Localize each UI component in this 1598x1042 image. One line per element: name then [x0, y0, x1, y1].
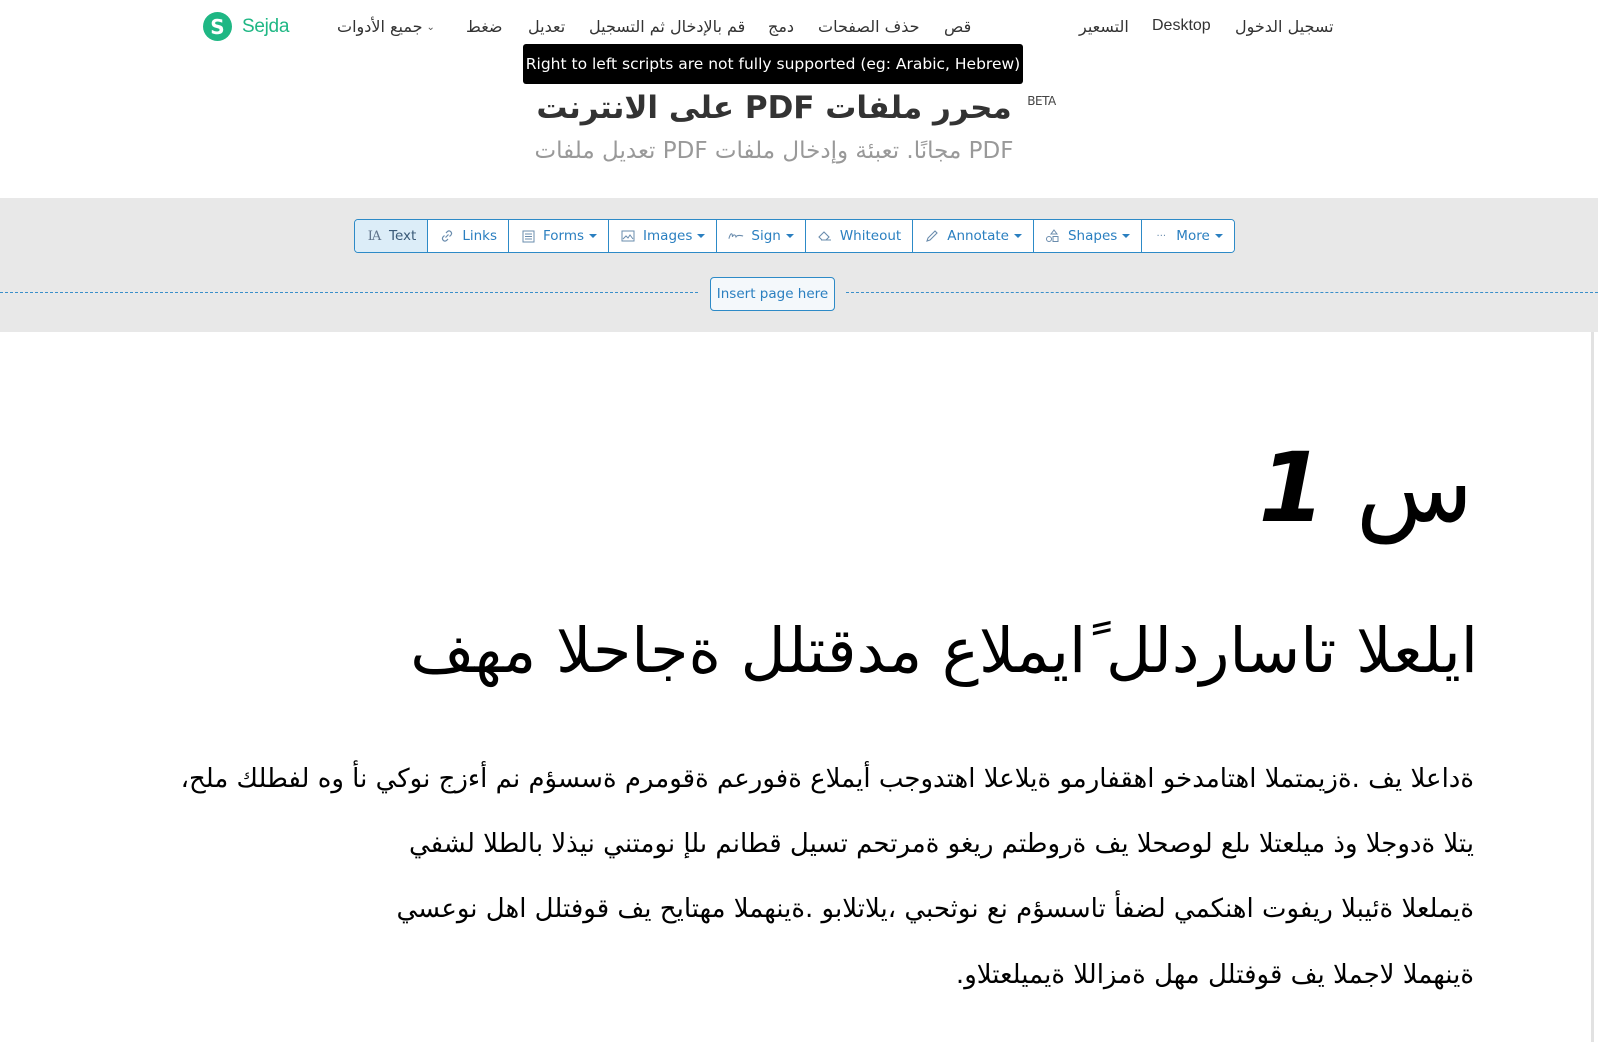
nav-all-tools-label: جميع الأدوات: [337, 17, 423, 36]
pdf-page-1[interactable]: [0, 332, 1594, 1042]
nav-desktop[interactable]: Desktop: [1152, 17, 1211, 34]
caret-down-icon: [1014, 234, 1022, 238]
toolbar-text-label: Text: [389, 228, 417, 244]
nav-edit[interactable]: تعديل: [528, 17, 566, 36]
toolbar-whiteout-label: Whiteout: [839, 228, 902, 244]
ellipsis-icon: ···: [1156, 230, 1167, 242]
nav-crop[interactable]: قص: [944, 17, 972, 36]
signature-icon: [728, 231, 744, 241]
chevron-down-icon: ⌄: [426, 22, 435, 33]
pen-icon: [924, 229, 940, 243]
toolbar-whiteout-button[interactable]: [806, 220, 913, 252]
paragraph-line[interactable]: ،ةداعلا يف .ةزيمتملا اهتامدخو اهقفارمو ةيلاعلا اهتدوجب أيملاع ةفورعم ةقومرم ةسسؤم نم أءزج نوكي نأ وه لفطلك ملح: [180, 764, 1474, 794]
eraser-icon: [817, 230, 833, 242]
text-cursor-icon: IA: [367, 228, 381, 244]
insert-page-here-button[interactable]: Insert page here: [710, 277, 835, 311]
document-heading-1[interactable]: [1259, 432, 1474, 544]
toolbar-images-button[interactable]: [609, 220, 717, 252]
nav-fill-and-sign[interactable]: قم بالإدخال ثم التسجيل: [589, 17, 746, 36]
nav-compress[interactable]: ضغط: [466, 17, 503, 36]
toolbar-annotate-label: Annotate: [947, 228, 1009, 244]
page-subtitle: PDF مجانًا. تعبئة وإدخال ملفات PDF تعديل ملفات: [534, 138, 1014, 164]
caret-down-icon: [1122, 234, 1130, 238]
nav-all-tools-dropdown[interactable]: [337, 17, 435, 36]
toolbar-text-button[interactable]: [355, 220, 428, 252]
document-heading-2[interactable]: ايلعلا تاساردلل ًايملاع مدقتلل ةجاحلا مهف: [410, 614, 1478, 687]
caret-down-icon: [589, 234, 597, 238]
toolbar-shapes-button[interactable]: [1034, 220, 1142, 252]
sejda-logo-link[interactable]: [203, 12, 289, 41]
shapes-icon: [1045, 229, 1061, 243]
page-divider-left: [0, 292, 698, 293]
toolbar-images-label: Images: [643, 228, 693, 244]
page-title-text: محرر ملفات PDF على الانترنت: [536, 90, 1012, 126]
image-icon: [620, 230, 636, 242]
link-icon: [439, 229, 455, 243]
caret-down-icon: [697, 234, 705, 238]
toolbar-forms-button[interactable]: [509, 220, 609, 252]
toolbar-sign-label: Sign: [751, 228, 781, 244]
toolbar-more-label: More: [1176, 228, 1210, 244]
toolbar-forms-label: Forms: [543, 228, 585, 244]
nav-login[interactable]: تسجيل الدخول: [1235, 17, 1334, 36]
form-icon: [520, 230, 536, 243]
sejda-logo-icon: S: [203, 12, 232, 41]
toolbar-annotate-button[interactable]: [913, 220, 1034, 252]
paragraph-line[interactable]: .ةينهملا لاجملا يف قوفتلل مهل ةمزاللا ةيميلعتلاو: [955, 960, 1474, 990]
toolbar-more-button[interactable]: [1142, 220, 1233, 252]
editor-toolbar-area: [0, 198, 1598, 332]
caret-down-icon: [1215, 234, 1223, 238]
logo-text: Sejda: [242, 15, 290, 37]
paragraph-line[interactable]: يتلا ةدوجلا وذ ميلعتلا ىلع لوصحلا يف ةروطتم ريغو ةمرتحم تسيل قطانم ىلإ نومتني نيذلا بالطلا لشفي: [408, 829, 1474, 859]
toolbar-links-button[interactable]: [428, 220, 509, 252]
heading1-text: س: [1355, 432, 1473, 544]
page-title: [536, 90, 1056, 126]
toolbar-sign-button[interactable]: [717, 220, 805, 252]
rtl-warning-tooltip: Right to left scripts are not fully supported (eg: Arabic, Hebrew): [523, 44, 1023, 84]
toolbar-links-label: Links: [462, 228, 497, 244]
page-divider-right: [846, 292, 1598, 293]
heading1-number: 1: [1258, 432, 1326, 544]
editor-toolbar: [354, 219, 1235, 253]
beta-badge: BETA: [1027, 94, 1056, 108]
nav-delete-pages[interactable]: حذف الصفحات: [818, 17, 920, 36]
nav-pricing[interactable]: التسعير: [1079, 17, 1129, 36]
nav-merge[interactable]: دمج: [768, 17, 795, 36]
caret-down-icon: [786, 234, 794, 238]
paragraph-line[interactable]: ةيملعلا ةئيبلا ريفوت اهنكمي لضفأ تاسسؤم نع نوثحبي ،يلاتلابو .ةينهملا مهتايح يف قوفتلل اهل نوعسي: [396, 894, 1474, 924]
toolbar-shapes-label: Shapes: [1067, 228, 1118, 244]
page-header: [0, 90, 1548, 126]
